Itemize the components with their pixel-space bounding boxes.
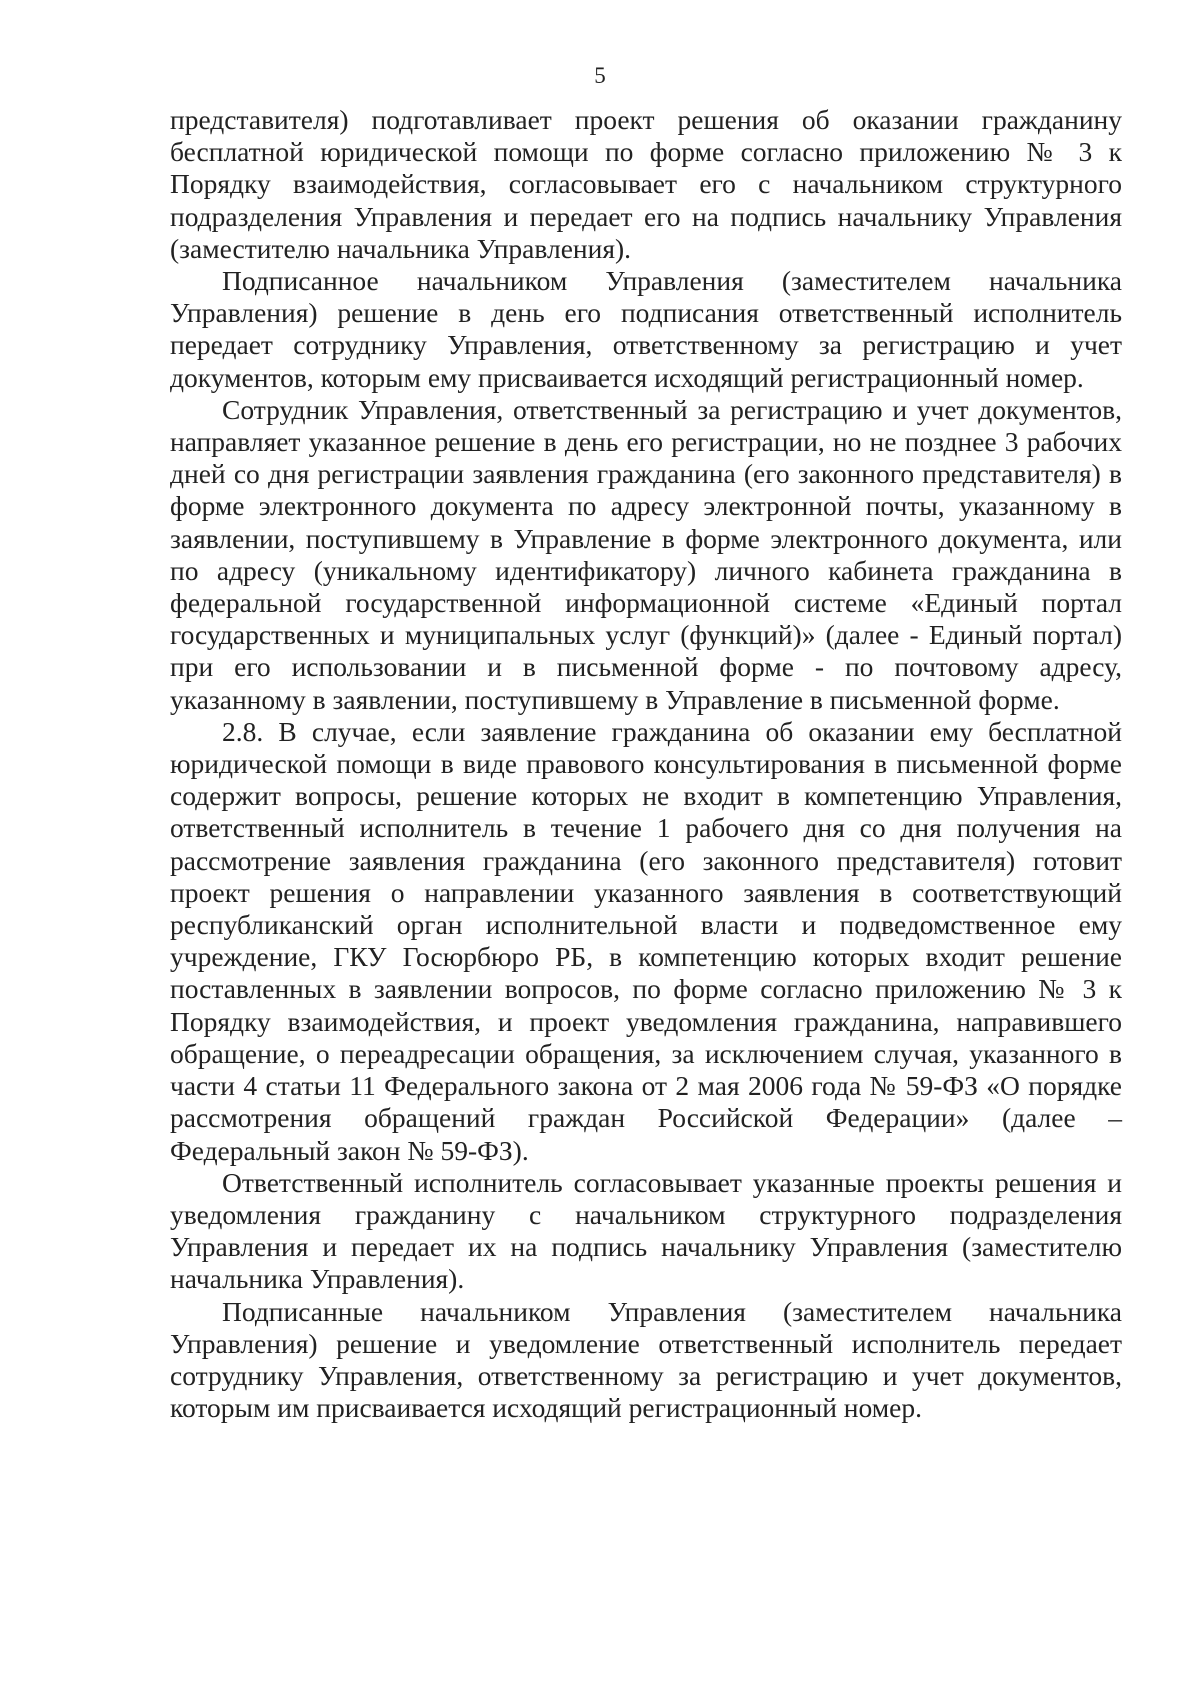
paragraph-signed-decision: Подписанное начальником Управления (заместителем начальника Управления) решение в день его подписания ответственный исполнитель передает сотруднику Управления, ответственному за регистрацию и учет документов, которым ему присваивается исходящий регистрационный номер. xyxy=(170,265,1122,393)
paragraph-approval-projects: Ответственный исполнитель согласовывает указанные проекты решения и уведомления гражданину с начальником структурного подразделения Управления и передает их на подпись начальнику Управления (заместителю начальника Управления). xyxy=(170,1166,1122,1295)
page-number: 5 xyxy=(594,63,606,88)
paragraph-2-8-redirection: 2.8. В случае, если заявление гражданина об оказании ему бесплатной юридической помощи в виде правового консультирования в письменной форме содержит вопросы, решение которых не входит в компетенцию Управления, ответственный исполнитель в течение 1 рабочего дня со дня получения на рассмотрение заявления гражданина (его законного представителя) готовит проект решения о направлении указанного заявления в соответствующий республиканский орган исполнительной власти и подведомственное ему учреждение, ГКУ Госюрбюро РБ, в компетенцию которых входит решение поставленных в заявлении вопросов, по форме согласно приложению № 3 к Порядку взаимодействия, и проект уведомления гражданина, направившего обращение, о переадресации обращения, за исключением случая, указанного в части 4 статьи 11 Федерального закона от 2 мая 2006 года № 59-ФЗ «О порядке рассмотрения обращений граждан Российской Федерации» (далее – Федеральный закон № 59-ФЗ). xyxy=(170,715,1122,1166)
paragraph-signed-decision-notice: Подписанные начальником Управления (заместителем начальника Управления) решение и уведомление ответственный исполнитель передает сотруднику Управления, ответственному за регистрацию и учет документов, которым им присваивается исходящий регистрационный номер. xyxy=(170,1295,1122,1424)
document-body xyxy=(170,104,1122,1424)
paragraph-registration-sending: Сотрудник Управления, ответственный за регистрацию и учет документов, направляет указанное решение в день его регистрации, но не позднее 3 рабочих дней со дня регистрации заявления гражданина (его законного представителя) в форме электронного документа по адресу электронной почты, указанному в заявлении, поступившему в Управление в форме электронного документа, или по адресу (уникальному идентификатору) личного кабинета гражданина в федеральной государственной информационной системе «Единый портал государственных и муниципальных услуг (функций)» (далее - Единый портал) при его использовании и в письменной форме - по почтовому адресу, указанному в заявлении, поступившему в Управление в письменной форме. xyxy=(170,393,1122,715)
paragraph-continued-representative: представителя) подготавливает проект решения об оказании гражданину бесплатной юридической помощи по форме согласно приложению № 3 к Порядку взаимодействия, согласовывает его с начальником структурного подразделения Управления и передает его на подпись начальнику Управления (заместителю начальника Управления). xyxy=(170,104,1122,264)
